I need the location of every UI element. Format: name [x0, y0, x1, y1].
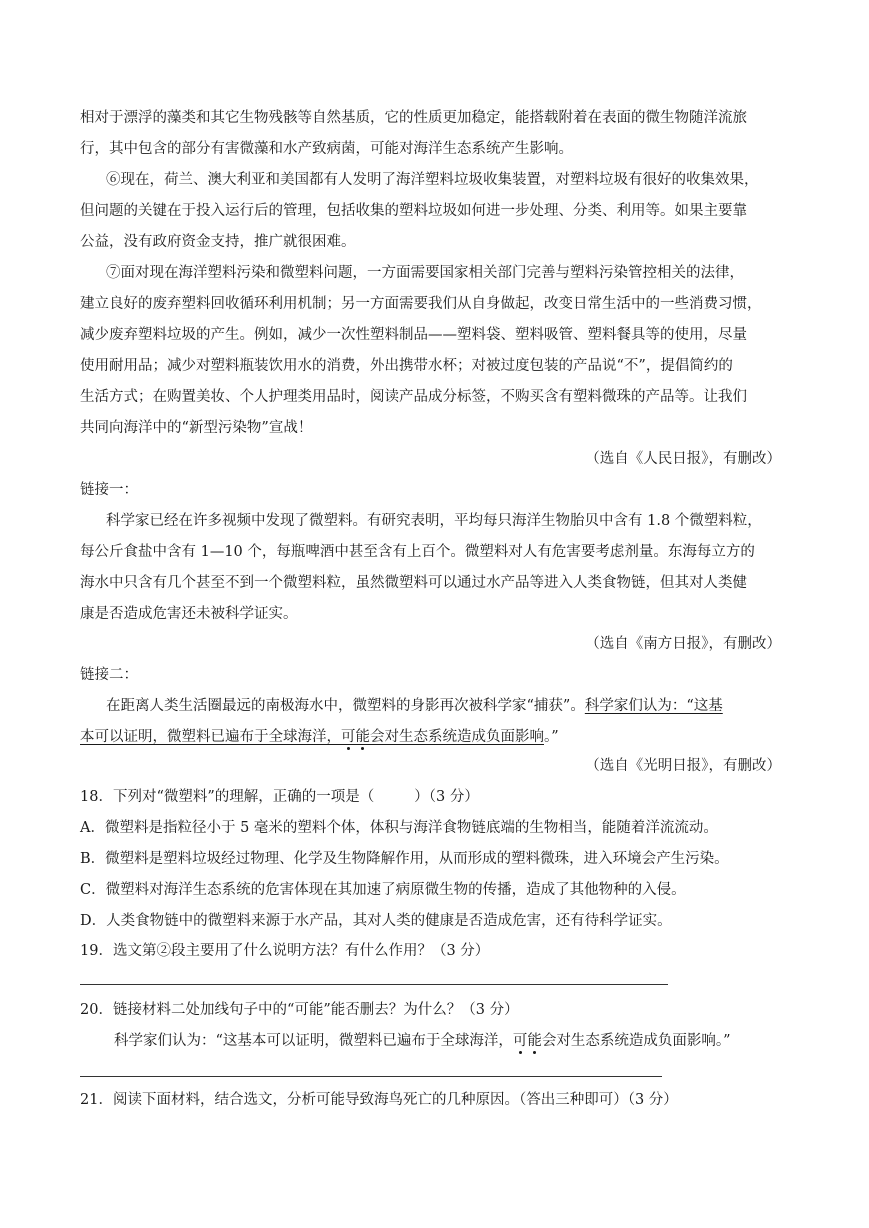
q20-answer-line[interactable]	[80, 1076, 662, 1077]
q18-option-d: D．人类食物链中的微塑料来源于水产品，其对人类的健康是否造成危害，还有待科学证实。	[80, 913, 672, 929]
q20-stem: 20．链接材料二处加线句子中的“可能”能否删去？为什么？（3 分）	[80, 1002, 519, 1018]
para6-line3: 公益，没有政府资金支持，推广就很困难。	[80, 234, 356, 250]
para7-line1: ⑦面对现在海洋塑料污染和微塑料问题，一方面需要国家相关部门完善与塑料污染管控相关的法律，	[106, 265, 744, 281]
link2-underlined-b: 会对生态系统造成负面影响	[370, 729, 544, 745]
para5-line1: 相对于漂浮的藻类和其它生物残骸等自然基质，它的性质更加稳定，能搭载附着在表面的微生物随洋流旅	[80, 110, 747, 126]
link1-label: 链接一：	[80, 482, 138, 498]
para6-line1: ⑥现在，荷兰、澳大利亚和美国都有人发明了海洋塑料垃圾收集装置，对塑料垃圾有很好的收集效果，	[106, 172, 759, 188]
q20-quote-b: 会对生态系统造成负面影响。”	[541, 1033, 731, 1049]
link2-line1-text: 在距离人类生活圈最远的南极海水中，微塑料的身影再次被科学家“捕获”。	[106, 698, 585, 714]
link1-line2: 每公斤食盐中含有 1—10 个，每瓶啤酒中甚至含有上百个。微塑料对人有危害要考虑剂量。东海每立方的	[80, 544, 755, 560]
para7-line6: 共同向海洋中的“新型污染物”宣战！	[80, 420, 313, 436]
source-renmin: （选自《人民日报》，有删改）	[585, 451, 781, 467]
q19-answer-line[interactable]	[80, 984, 668, 985]
link1-line4: 康是否造成危害还未被科学证实。	[80, 606, 298, 622]
q18-option-b: B．微塑料是塑料垃圾经过物理、化学及生物降解作用，从而形成的塑料微珠，进入环境会产生污染。	[80, 851, 729, 867]
link2-dotted-neng: 能	[355, 729, 370, 745]
para7-line2: 建立良好的废弃塑料回收循环利用机制；另一方面需要我们从自身做起，改变日常生活中的一些消费习惯，	[80, 296, 762, 312]
q20-quote-a: 科学家们认为：“这基本可以证明，微塑料已遍布于全球海洋，	[114, 1033, 513, 1049]
para7-line4: 使用耐用品；减少对塑料瓶装饮用水的消费，外出携带水杯；对被过度包装的产品说“不”，提倡简约的	[80, 358, 733, 374]
link2-underlined-start: 科学家们认为：“这基	[584, 698, 723, 714]
q18-stem-a: 18．下列对“微塑料”的理解，正确的一项是（	[80, 789, 375, 805]
source-guangming: （选自《光明日报》，有删改）	[585, 758, 781, 774]
q20-dotted-ke: 可	[512, 1033, 528, 1049]
para7-line3: 减少废弃塑料垃圾的产生。例如，减少一次性塑料制品——塑料袋、塑料吸管、塑料餐具等的使用，尽量	[80, 327, 747, 343]
link2-underlined-a: 本可以证明，微塑料已遍布于全球海洋，	[80, 729, 341, 745]
link1-line3: 海水中只含有几个甚至不到一个微塑料粒，虽然微塑料可以通过水产品等进入人类食物链，但其对人类健	[80, 575, 747, 591]
para6-line2: 但问题的关键在于投入运行后的管理，包括收集的塑料垃圾如何进一步处理、分类、利用等。如果主要靠	[80, 203, 747, 219]
q21-stem: 21．阅读下面材料，结合选文，分析可能导致海鸟死亡的几种原因。（答出三种即可）（3 分）	[80, 1092, 678, 1108]
para5-line2: 行，其中包含的部分有害微藻和水产致病菌，可能对海洋生态系统产生影响。	[80, 141, 573, 157]
q19-stem: 19．选文第②段主要用了什么说明方法？有什么作用？（3 分）	[80, 943, 490, 959]
link1-line1: 科学家已经在许多视频中发现了微塑料。有研究表明，平均每只海洋生物胎贝中含有 1.8 个微塑料粒，	[106, 513, 762, 529]
q20-quote	[114, 1031, 822, 1051]
source-nanfang: （选自《南方日报》，有删改）	[585, 636, 781, 652]
link2-line2	[80, 727, 788, 747]
link2-dotted-ke: 可	[341, 729, 356, 745]
q18-stem-b: ）（3 分）	[414, 789, 479, 805]
link2-line2-end: 。”	[544, 729, 559, 745]
q18-option-a: A．微塑料是指粒径小于 5 毫米的塑料个体，体积与海洋食物链底端的生物相当，能随着洋流流动。	[80, 820, 718, 836]
link2-line1	[106, 696, 814, 716]
link2-label: 链接二：	[80, 667, 138, 683]
q18-option-c: C．微塑料对海洋生态系统的危害体现在其加速了病原微生物的传播，造成了其他物种的入侵。	[80, 882, 686, 898]
q18-stem	[80, 787, 788, 807]
q20-dotted-neng: 能	[527, 1033, 542, 1049]
para7-line5: 生活方式；在购置美妆、个人护理类用品时，阅读产品成分标签，不购买含有塑料微珠的产品等。让我们	[80, 389, 747, 405]
